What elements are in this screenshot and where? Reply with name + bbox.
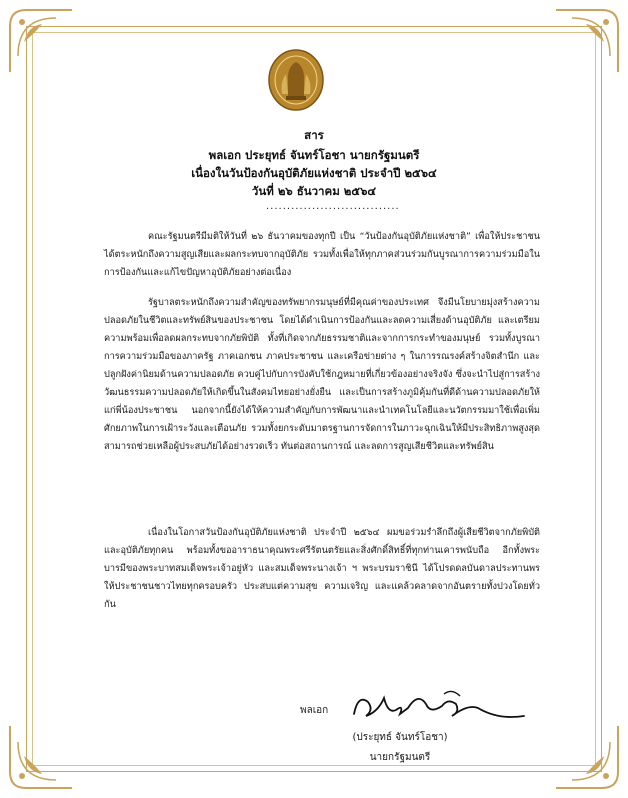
corner-ornament-icon [552,6,622,76]
corner-ornament-icon [552,722,622,792]
corner-ornament-icon [6,6,76,76]
occasion-line: เนื่องในวันป้องกันอุบัติภัยแห่งชาติ ประจำปี ๒๕๖๔ [191,166,437,180]
date-line: วันที่ ๒๖ ธันวาคม ๒๕๖๔ [251,184,377,198]
author-line: พลเอก ประยุทธ์ จันทร์โอชา นายกรัฐมนตรี [208,148,420,162]
body-paragraph [104,524,540,614]
document-heading: สาร [304,128,324,142]
paragraph-text: รัฐบาลตระหนักถึงความสำคัญของทรัพยากรมนุษย์ที่มีคุณค่าของประเทศ จึงมีนโยบายมุ่งสร้างความปลอดภัยในชีวิตและทรัพย์สินของประชาชน โดยได้ดำเนินการป้องกันและลดความเสี่ยงด้านอุบัติภัย และเตรียมความพร้อมเพื่อลดผลกระทบจากภัยพิบัติ ทั้งที่เกิดจากภัยธรรมชาติและจากการกระทำของมนุษย์ รวมทั้งบูรณาการความร่วมมือของภาครัฐ ภาคเอกชน ภาคประชาชน และเครือข่ายต่าง ๆ ในการรณรงค์สร้างจิตสำนึก และปลูกฝังค่านิยมด้านความปลอดภัย ควบคู่ไปกับการบังคับใช้กฎหมายที่เกี่ยวข้องอย่างจริงจัง ซึ่งจะนำไปสู่การสร้างวัฒนธรรมความปลอดภัยให้เกิดขึ้นในสังคมไทยอย่างยั่งยืน และเป็นการสร้างภูมิคุ้มกันที่ดีด้านความปลอดภัยให้แก่พี่น้องประชาชน นอกจากนี้ยังได้ให้ความสำคัญกับการพัฒนาและนำเทคโนโลยีและนวัตกรรมมาใช้เพื่อเพิ่มศักยภาพในการเฝ้าระวังและเตือนภัย รวมทั้งยกระดับมาตรฐานการจัดการในภาวะฉุกเฉินให้มีประสิทธิภาพสูงสุด สามารถช่วยเหลือผู้ประสบภัยได้อย่างรวดเร็ว ทันต่อสถานการณ์ และลดการสูญเสียชีวิตและทรัพย์สิน [104,297,540,452]
government-seal-icon [266,48,326,114]
paragraph-text: คณะรัฐมนตรีมีมติให้วันที่ ๒๖ ธันวาคมของทุกปี เป็น “วันป้องกันอุบัติภัยแห่งชาติ” เพื่อให้ประชาชนได้ตระหนักถึงความสูญเสียและผลกระทบจากอุบัติภัย รวมทั้งเพื่อให้ทุกภาคส่วนร่วมกันบูรณาการความร่วมมือในการป้องกันและแก้ไขปัญหาอุบัติภัยอย่างต่อเนื่อง [104,231,540,278]
handwritten-signature [348,684,528,726]
dotted-separator: ................................ [266,201,400,212]
body-paragraph [104,294,540,456]
signatory-name: (ประยุทธ์ จันทร์โอชา) [352,732,448,743]
paragraph-text: เนื่องในโอกาสวันป้องกันอุบัติภัยแห่งชาติ ประจำปี ๒๕๖๔ ผมขอร่วมรำลึกถึงผู้เสียชีวิตจากภัยพิบัติและอุบัติภัยทุกคน พร้อมทั้งขออาราธนาคุณพระศรีรัตนตรัยและสิ่งศักดิ์สิทธิ์ที่ทุกท่านเคารพนับถือ อีกทั้งพระบารมีของพระบาทสมเด็จพระเจ้าอยู่หัว และสมเด็จพระนางเจ้า ฯ พระบรมราชินี ได้โปรดดลบันดาลประทานพรให้ประชาชนชาวไทยทุกครอบครัว ประสบแต่ความสุข ความเจริญ และแคล้วคลาดจากอันตรายทั้งปวงโดยทั่วกัน [104,527,540,610]
signatory-position: นายกรัฐมนตรี [369,752,431,763]
body-paragraph [104,228,540,282]
corner-ornament-icon [6,722,76,792]
signature-rank-label: พลเอก [300,705,329,716]
